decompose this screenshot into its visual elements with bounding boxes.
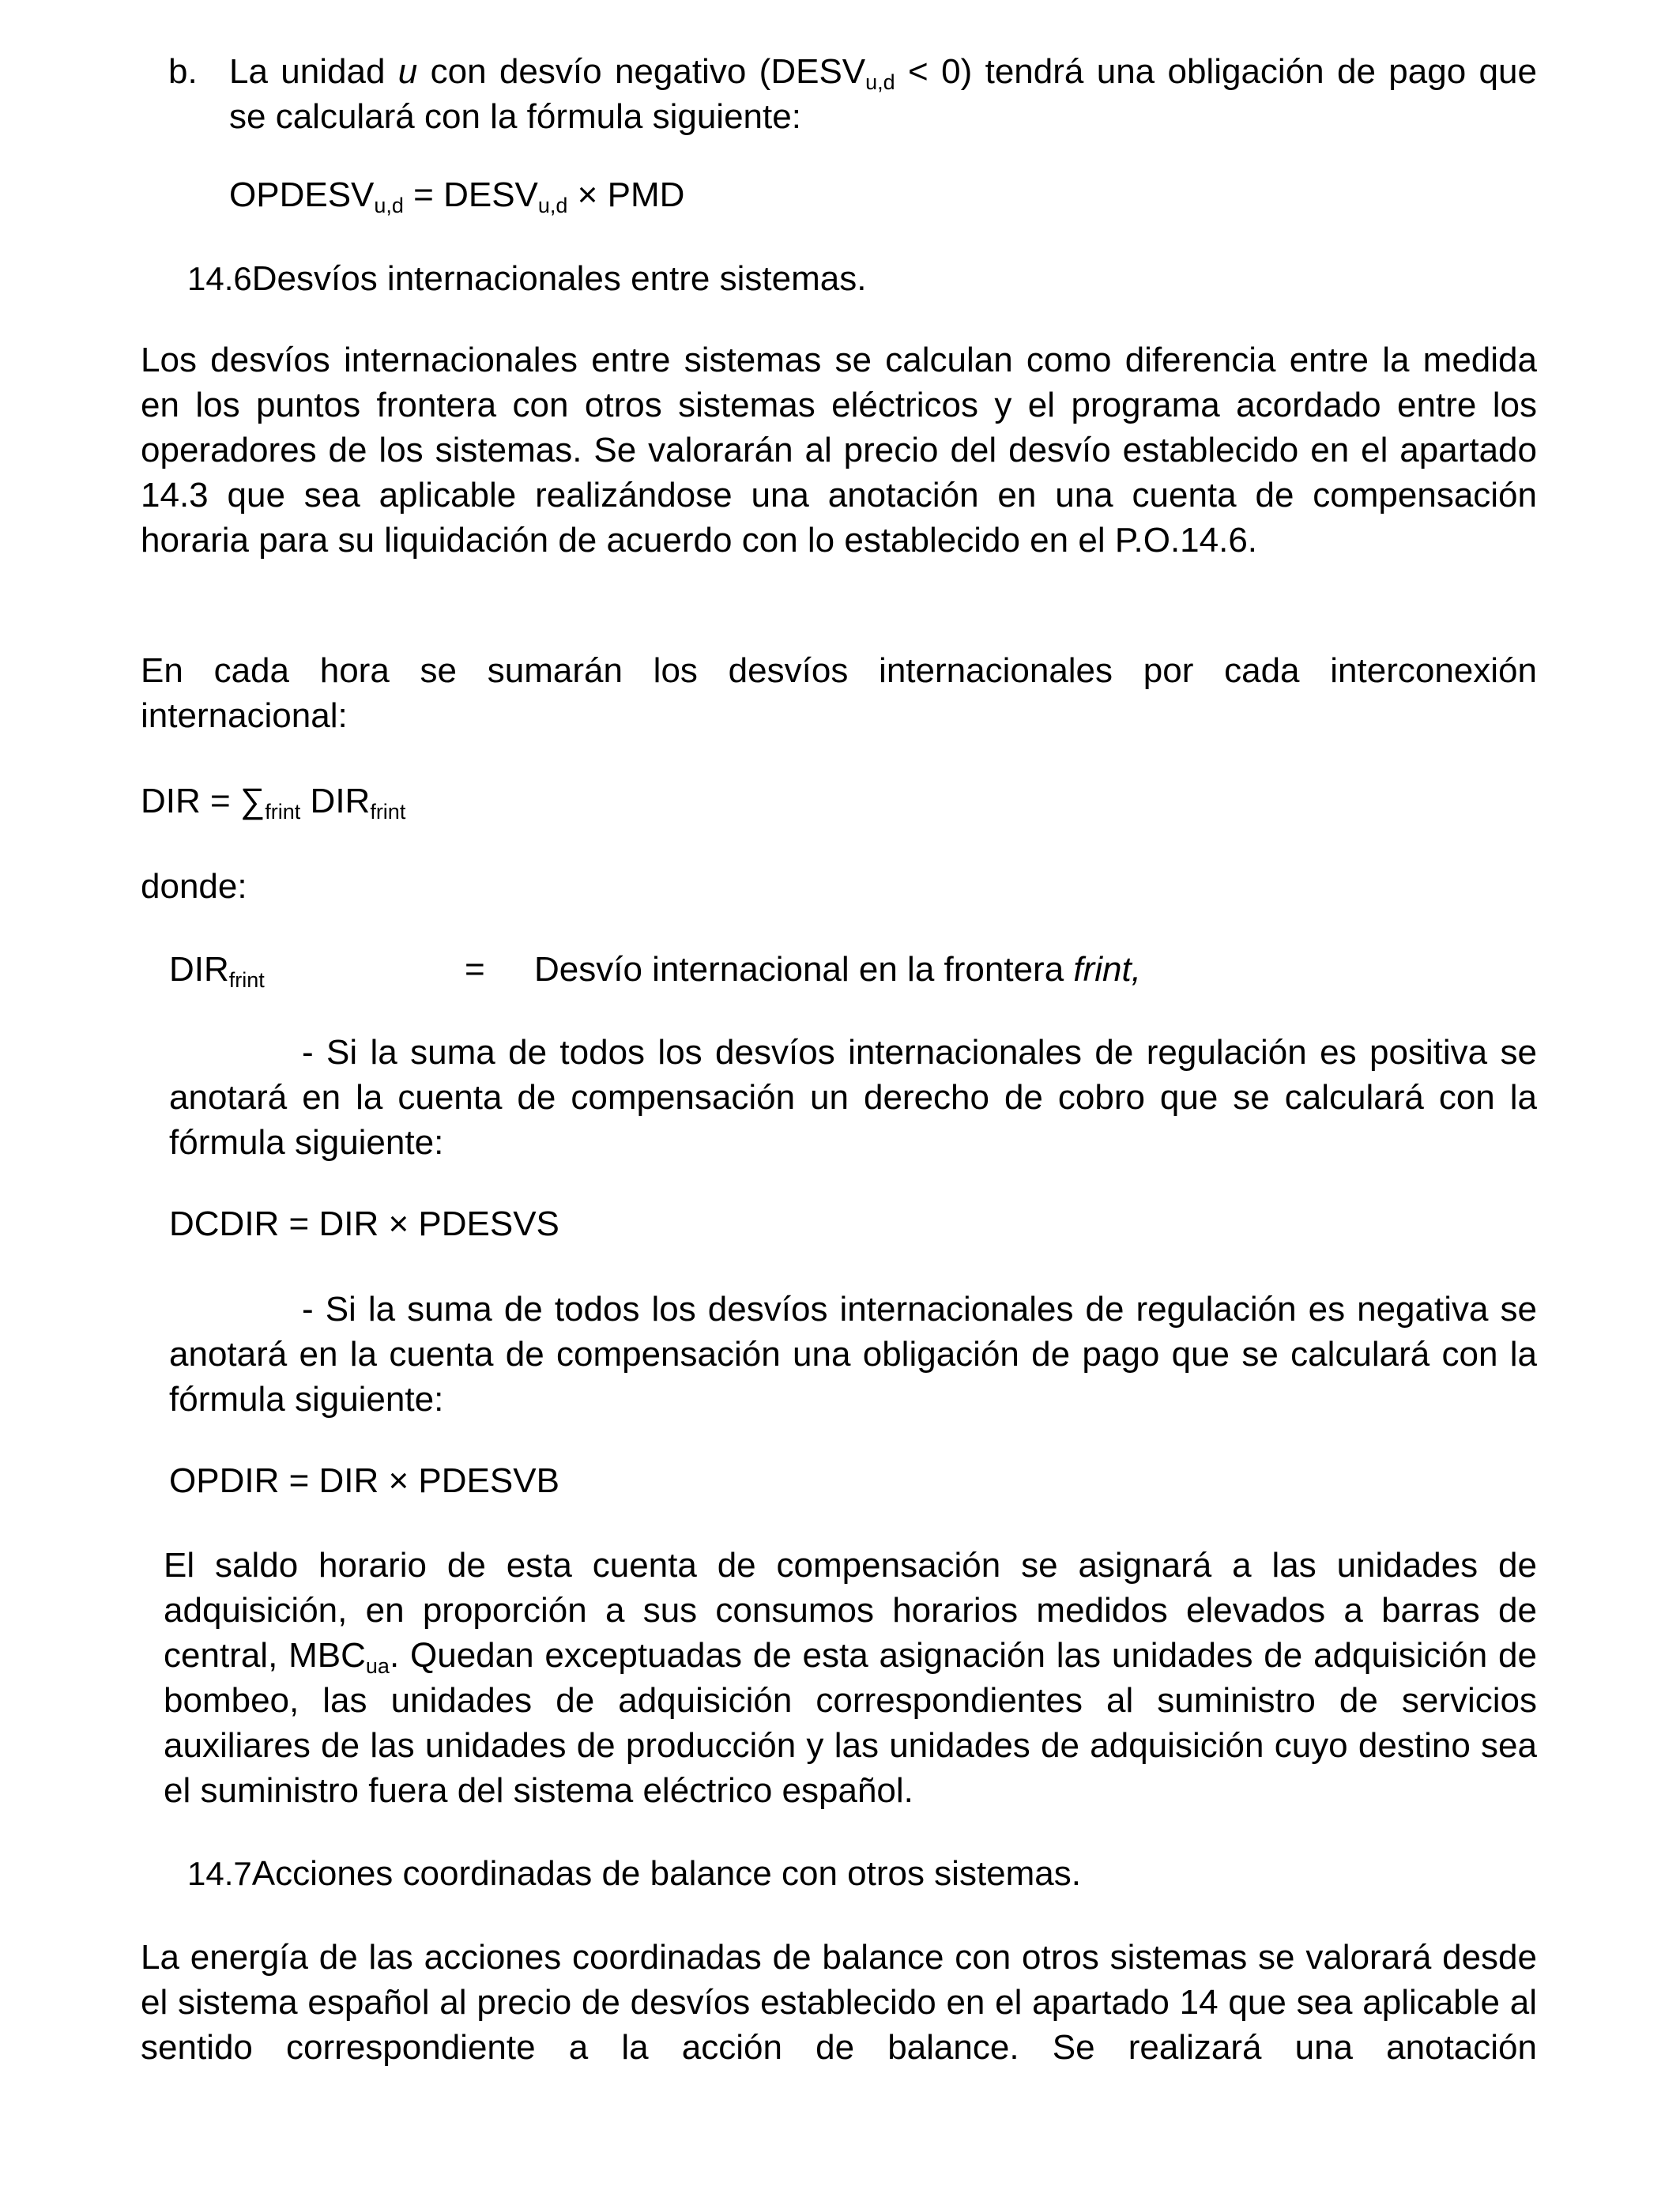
definition-description: Desvío internacional en la frontera frint,	[534, 950, 1141, 989]
section-number: 14.7	[187, 1855, 252, 1892]
section-title: Acciones coordinadas de balance con otros sistemas.	[251, 1854, 1082, 1893]
paragraph-acciones-coordinadas: La energía de las acciones coordinadas de balance con otros sistemas se valorará desde el sistema español al precio de desvíos establecido en el apartado 14 que sea aplicable al sentido correspondiente a la acción de balance. Se realizará una anotación	[141, 1938, 1537, 2067]
donde-label: donde:	[141, 867, 247, 906]
section-number: 14.6	[187, 260, 252, 297]
definition-equals: =	[465, 950, 485, 989]
paragraph-desvios-internacionales: Los desvíos internacionales entre sistemas se calculan como diferencia entre la medida en los puntos frontera con otros sistemas eléctricos y el programa acordado entre los operadores de los sistemas. Se valorarán al precio del desvío establecido en el apartado 14.3 que sea aplicable realizándose una anotación en una cuenta de compensación horaria para su liquidación de acuerdo con lo establecido en el P.O.14.6.	[141, 341, 1537, 560]
formula-opdesv: $OPDESV_{u,d}$ = $DESV_{u,d}$ × PMD	[229, 175, 685, 217]
definition-term: $DIR_{frint}$	[169, 950, 265, 992]
paragraph-negativa: - Si la suma de todos los desvíos internacionales de regulación es negativa se anotará en la cuenta de compensación una obligación de pago que se calculará con la fórmula siguiente:	[169, 1290, 1537, 1419]
definition-row	[169, 947, 1196, 992]
formula-dir: DIR = $\sum_{frint}$ $DIR_{frint}$	[141, 782, 406, 824]
paragraph-positiva: - Si la suma de todos los desvíos internacionales de regulación es positiva se anotará en la cuenta de compensación un derecho de cobro que se calculará con la fórmula siguiente:	[169, 1033, 1537, 1162]
list-item-b-text: La unidad u con desvío negativo $(DESV_{u,d} < 0)$ tendrá una obligación de pago que se calculará con la fórmula siguiente:	[229, 52, 1537, 136]
paragraph-saldo-horario: El saldo horario de esta cuenta de compensación se asignará a las unidades de adquisición, en proporción a sus consumos horarios medidos elevados a barras de central, $MBC_{ua}$. Quedan exceptuadas de esta asignación las unidades de adquisición de bombeo, las unidades de adquisición correspondientes al suministro de servicios auxiliares de las unidades de producción y las unidades de adquisición cuyo destino sea el suministro fuera del sistema eléctrico español.	[164, 1546, 1537, 1810]
formula-opdir: OPDIR = DIR × PDESVB	[169, 1461, 559, 1500]
variable-u: u	[397, 52, 418, 91]
formula-dcdir: DCDIR = DIR × PDESVS	[169, 1204, 559, 1243]
section-heading-14-7	[187, 1851, 1081, 1896]
section-title: Desvíos internacionales entre sistemas.	[251, 259, 867, 298]
paragraph-cada-hora: En cada hora se sumarán los desvíos internacionales por cada interconexión internacional:	[141, 651, 1537, 735]
list-marker: b.	[168, 52, 198, 91]
section-heading-14-6	[187, 256, 866, 301]
